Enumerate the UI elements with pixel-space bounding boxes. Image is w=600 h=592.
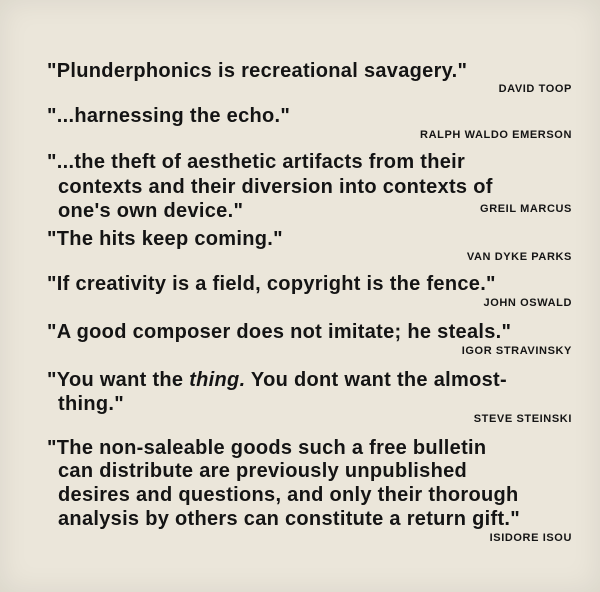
quote-line: thing." (58, 393, 125, 415)
quote-author: IGOR STRAVINSKY (461, 345, 572, 357)
quote-line: "If creativity is a field, copyright is the fence." (47, 273, 496, 295)
quote-author: RALPH WALDO EMERSON (420, 129, 572, 141)
quote-author: JOHN OSWALD (483, 297, 572, 309)
quote-line: "A good composer does not imitate; he steals." (47, 321, 512, 343)
quote-text-before-emphasis: "You want the (47, 369, 190, 391)
quote-author: DAVID TOOP (498, 83, 572, 95)
quote-line: can distribute are previously unpublished (58, 460, 468, 482)
quote-author: VAN DYKE PARKS (466, 251, 572, 263)
quote-line: "The non-saleable goods such a free bulletin (47, 437, 487, 459)
quote-line: "...the theft of aesthetic artifacts from their (47, 151, 466, 173)
quote-line: "The hits keep coming." (47, 228, 283, 250)
quote-line: one's own device." (58, 200, 244, 222)
quote-line: contexts and their diversion into contexts of (58, 176, 493, 198)
quote-line: "Plunderphonics is recreational savagery." (47, 60, 468, 82)
quote-author: GREIL MARCUS (480, 203, 572, 215)
quote-author: STEVE STEINSKI (473, 413, 572, 425)
quote-line: "...harnessing the echo." (47, 105, 291, 127)
quote-author: ISIDORE ISOU (489, 532, 572, 544)
quote-emphasis: thing. (189, 369, 246, 391)
quote-line: analysis by others can constitute a return gift." (58, 508, 521, 530)
quote-text-after-emphasis: You dont want the almost- (245, 369, 507, 391)
quote-line (47, 370, 507, 390)
quote-line: desires and questions, and only their thorough (58, 484, 519, 506)
